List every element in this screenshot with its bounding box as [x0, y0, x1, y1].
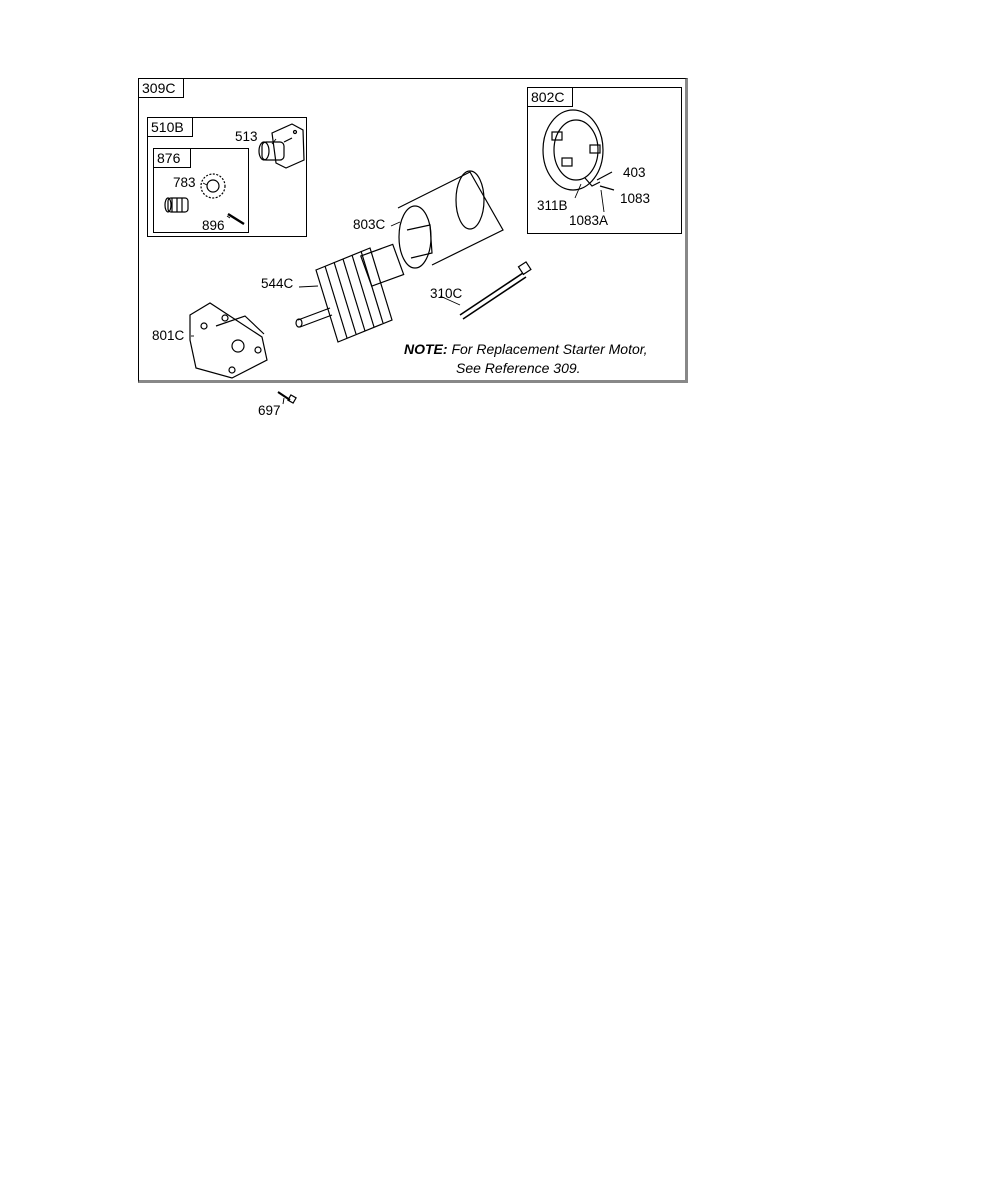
callout-803c: 803C [353, 217, 386, 232]
callout-310c: 310C [430, 286, 463, 301]
callout-783: 783 [173, 175, 196, 190]
note-label: NOTE: [404, 341, 448, 357]
callout-697: 697 [258, 403, 281, 418]
note-line-2: See Reference 309. [456, 360, 581, 376]
callout-403: 403 [623, 165, 646, 180]
screw-part [278, 392, 296, 403]
note-line-1: For Replacement Starter Motor, [451, 341, 648, 357]
through-bolt-part [460, 262, 531, 319]
drive-tag-510b: 510B [147, 117, 193, 137]
pin-part [228, 214, 244, 224]
callout-544c: 544C [261, 276, 294, 291]
pinion-gear-part [201, 174, 225, 198]
end-cap-tag-802c: 802C [527, 87, 573, 107]
assembly-tag-309c: 309C [138, 78, 184, 98]
clutch-part [165, 198, 188, 212]
callout-1083: 1083 [620, 191, 651, 206]
callout-311b: 311B [537, 198, 568, 213]
end-cap-part [543, 110, 614, 190]
drive-housing-part [259, 124, 304, 168]
drive-subtag-876: 876 [153, 148, 191, 168]
callout-896: 896 [202, 218, 225, 233]
callout-1083a: 1083A [569, 213, 609, 228]
housing-tube-part [398, 171, 503, 268]
armature-part [296, 244, 404, 342]
callout-513: 513 [235, 129, 258, 144]
callout-801c: 801C [152, 328, 185, 343]
replacement-note [404, 340, 648, 378]
mounting-bracket-part [190, 303, 267, 378]
